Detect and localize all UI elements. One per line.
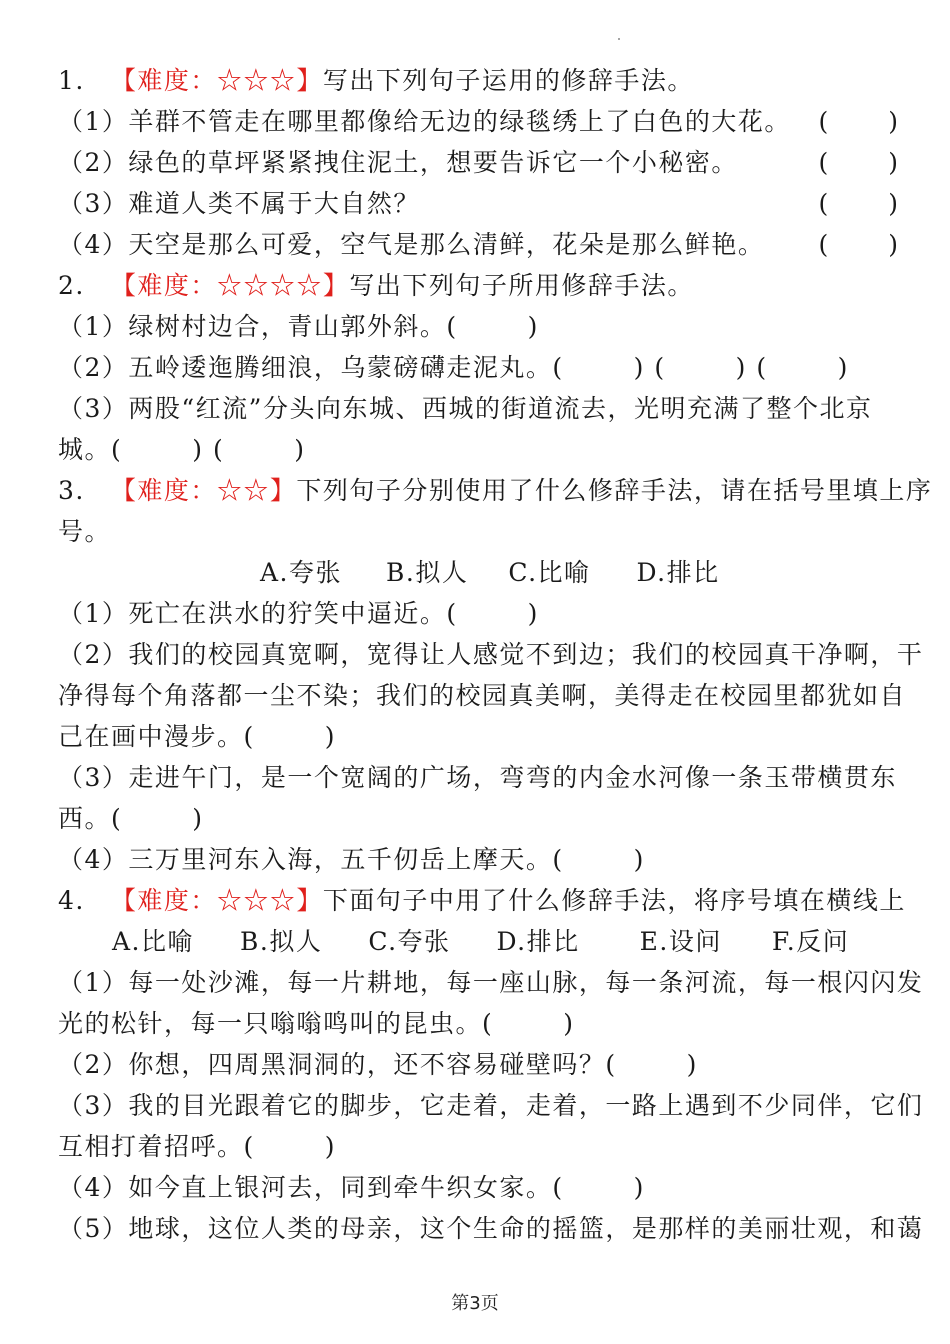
q3-item-1-text: （1）死亡在洪水的狞笑中逼近。( xyxy=(58,599,458,628)
q1-item-1-text: （1）羊群不管走在哪里都像给无边的绿毯绣上了白色的大花。 xyxy=(58,107,791,136)
q1-item-1 xyxy=(58,104,898,140)
q3-options xyxy=(260,555,760,591)
q3-item-2-line-2: 净得每个角落都一尘不染；我们的校园真美啊，美得走在校园里都犹如自 xyxy=(58,681,907,710)
q3-item-4: （4）三万里河东入海，五千仞岳上摩天。( ) xyxy=(58,845,645,874)
q4-instruction: 下面句子中用了什么修辞手法，将序号填在横线上 xyxy=(322,886,906,915)
q4-option-c: C.夸张 xyxy=(368,927,451,956)
q4-item-1-line-2: 光的松针，每一只嗡嗡鸣叫的昆虫。( ) xyxy=(58,1009,575,1038)
q1-item-3 xyxy=(58,186,898,222)
q4-item-4: （4）如今直上银河去，同到牵牛织女家。( ) xyxy=(58,1173,645,1202)
q4-item-1-line-1: （1）每一处沙滩，每一片耕地，每一座山脉，每一条河流，每一根闪闪发 xyxy=(58,968,924,997)
q1-item-2 xyxy=(58,145,898,181)
q4-item-2-text: （2）你想，四周黑洞洞的，还不容易碰壁吗？( xyxy=(58,1050,617,1079)
q2-instruction: 写出下列句子所用修辞手法。 xyxy=(349,271,694,300)
q3-difficulty: 【难度：☆☆】 xyxy=(110,476,297,505)
answer-blank[interactable]: ( ) xyxy=(818,148,898,177)
q3-heading xyxy=(58,473,933,509)
q4-option-a: A.比喻 xyxy=(112,927,195,956)
q4-item-2: （2）你想，四周黑洞洞的，还不容易碰壁吗？( ) xyxy=(58,1050,698,1079)
q2-item-1: （1）绿树村边合，青山郭外斜。( ) xyxy=(58,312,539,341)
q4-option-b: B.拟人 xyxy=(240,927,323,956)
q4-item-3-line-1: （3）我的目光跟着它的脚步，它走着，走着，一路上遇到不少同伴，它们 xyxy=(58,1091,924,1120)
q3-item-1: （1）死亡在洪水的狞笑中逼近。( ) xyxy=(58,599,539,628)
q3-item-4-text: （4）三万里河东入海，五千仞岳上摩天。( xyxy=(58,845,564,874)
q4-option-e: E.设问 xyxy=(639,927,722,956)
q4-option-d: D.排比 xyxy=(496,927,580,956)
answer-blank[interactable]: ( ) xyxy=(818,230,898,259)
q3-item-2-line-3: 己在画中漫步。( ) xyxy=(58,722,337,751)
q3-item-3-line-1: （3）走进午门，是一个宽阔的广场，弯弯的内金水河像一条玉带横贯东 xyxy=(58,763,897,792)
q2-item-1-text: （1）绿树村边合，青山郭外斜。( xyxy=(58,312,458,341)
q1-item-2-text: （2）绿色的草坪紧紧拽住泥土，想要告诉它一个小秘密。 xyxy=(58,148,738,177)
q4-item-3-line-2: 互相打着招呼。( ) xyxy=(58,1132,337,1161)
q4-difficulty: 【难度：☆☆☆】 xyxy=(110,886,323,915)
q2-item-3-line-2: 城。( ) ( ) xyxy=(58,435,306,464)
q1-instruction: 写出下列句子运用的修辞手法。 xyxy=(322,66,694,95)
page-number: 第3页 xyxy=(451,1293,499,1314)
q1-item-3-text: （3）难道人类不属于大自然？ xyxy=(58,189,420,218)
q3-item-3-line-2: 西。( ) xyxy=(58,804,204,833)
q4-option-f: F.反问 xyxy=(771,927,850,956)
q1-heading xyxy=(58,63,898,99)
q2-item-2-text: （2）五岭逶迤腾细浪，乌蒙磅礴走泥丸。( xyxy=(58,353,564,382)
q3-instruction: 下列句子分别使用了什么修辞手法，请在括号里填上序 xyxy=(296,476,933,505)
q1-item-4-text: （4）天空是那么可爱，空气是那么清鲜，花朵是那么鲜艳。 xyxy=(58,230,765,259)
q3-instruction-cont: 号。 xyxy=(58,517,112,546)
q1-number: 1. xyxy=(58,66,85,95)
scan-dot xyxy=(618,38,620,40)
q2-number: 2. xyxy=(58,271,85,300)
q3-option-c: C.比喻 xyxy=(508,558,591,587)
q3-number: 3. xyxy=(58,476,85,505)
q2-item-2: （2）五岭逶迤腾细浪，乌蒙磅礴走泥丸。( ) ( ) ( ) xyxy=(58,353,849,382)
q4-options xyxy=(112,924,872,960)
q3-option-a: A.夸张 xyxy=(260,558,343,587)
q2-difficulty: 【难度：☆☆☆☆】 xyxy=(110,271,350,300)
q3-item-2-line-1: （2）我们的校园真宽啊，宽得让人感觉不到边；我们的校园真干净啊，干 xyxy=(58,640,924,669)
answer-blank[interactable]: ( ) xyxy=(818,107,898,136)
q4-item-4-text: （4）如今直上银河去，同到牵牛织女家。( xyxy=(58,1173,564,1202)
q1-item-4 xyxy=(58,227,898,263)
answer-blank[interactable]: ( ) xyxy=(818,189,898,218)
q2-item-3-line-1: （3）两股“红流”分头向东城、西城的街道流去，光明充满了整个北京 xyxy=(58,394,873,423)
q4-item-5-line-1: （5）地球，这位人类的母亲，这个生命的摇篮，是那样的美丽壮观，和蔼 xyxy=(58,1214,924,1243)
q4-number: 4. xyxy=(58,886,85,915)
q1-difficulty: 【难度：☆☆☆】 xyxy=(110,66,323,95)
q3-option-b: B.拟人 xyxy=(386,558,469,587)
q2-heading xyxy=(58,268,898,304)
q3-option-d: D.排比 xyxy=(636,558,720,587)
q4-heading xyxy=(58,883,906,919)
